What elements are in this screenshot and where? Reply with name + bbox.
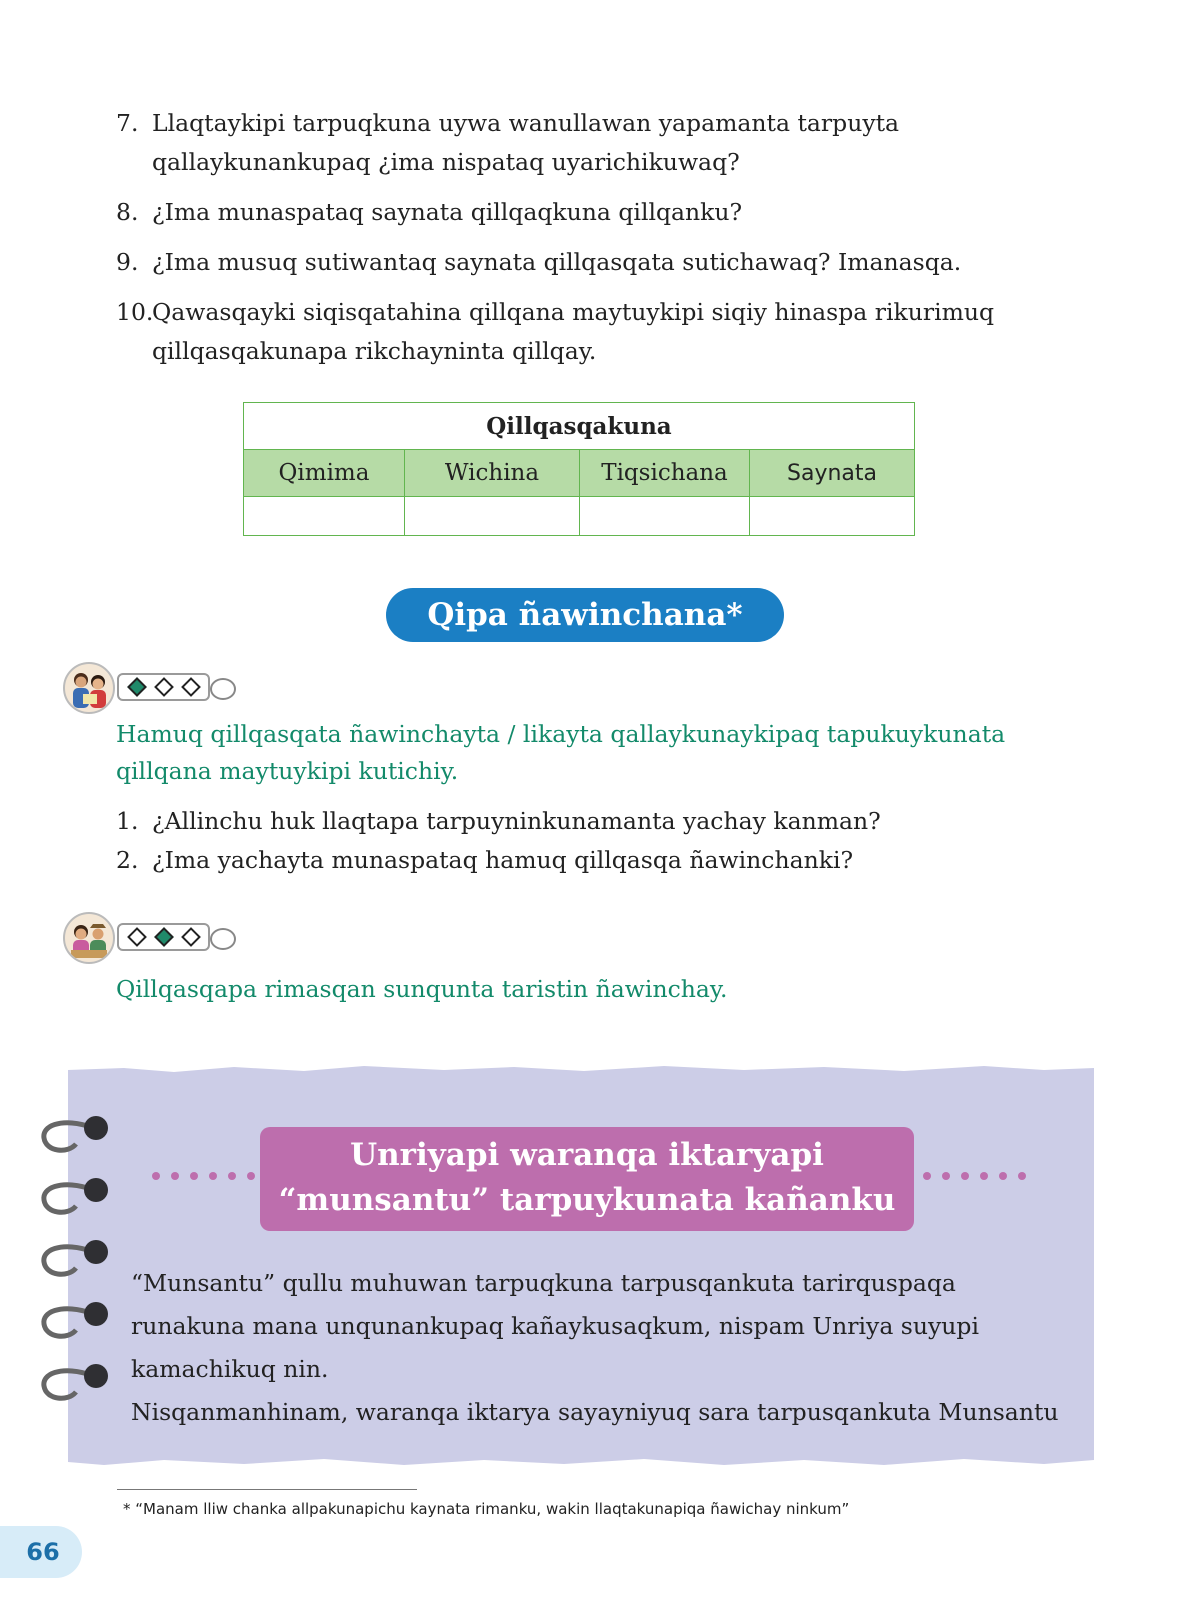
activity1-instruction: Hamuq qillqasqata ñawinchayta / likayta qallaykunaykipaq tapukuykunata qillqana maytuykipi kutichiy. bbox=[116, 720, 1006, 785]
table-header-cell: Tiqsichana bbox=[580, 450, 750, 497]
difficulty-level-indicator bbox=[117, 923, 210, 951]
table-header-cell: Saynata bbox=[750, 450, 915, 497]
page-number: 66 bbox=[0, 1526, 82, 1578]
level-diamond-icon bbox=[181, 927, 201, 947]
question-item bbox=[116, 841, 1036, 880]
footnote: * “Manam lliw chanka allpakunapichu kaynata rimanku, wakin llaqtakunapiqa ñawichay ninkum” bbox=[123, 1500, 850, 1518]
question-text: ¿Ima musuq sutiwantaq saynata qillqasqata sutichawaq? Imanasqa. bbox=[152, 248, 962, 276]
question-text: Llaqtaykipi tarpuqkuna uywa wanullawan yapamanta tarpuyta qallaykunankupaq ¿ima nispataq uyarichikuwaq? bbox=[152, 109, 900, 176]
question-item bbox=[116, 193, 1036, 232]
question-item bbox=[116, 293, 1036, 371]
tag-ring-icon bbox=[210, 678, 236, 700]
question-item bbox=[116, 243, 1036, 282]
children-writing-avatar bbox=[63, 912, 115, 964]
table-header-cell: Qimima bbox=[244, 450, 405, 497]
spiral-binding-icon bbox=[40, 1114, 110, 1156]
question-text: ¿Ima munaspataq saynata qillqaqkuna qillqanku? bbox=[152, 198, 743, 226]
question-text: Qawasqayki siqisqatahina qillqana maytuykipi siqiy hinaspa rikurimuq qillqasqakunapa rikchayninta qillqay. bbox=[152, 298, 995, 365]
table-title: Qillqasqakuna bbox=[244, 403, 915, 450]
question-number: 7. bbox=[116, 109, 139, 137]
spiral-binding-icon bbox=[40, 1238, 110, 1280]
banner-dots-left bbox=[152, 1172, 255, 1180]
question-item bbox=[116, 802, 1036, 841]
question-number: 2. bbox=[116, 846, 139, 874]
level-diamond-icon bbox=[154, 927, 174, 947]
activity2-instruction: Qillqasqapa rimasqan sunqunta taristin ñawinchay. bbox=[116, 975, 728, 1003]
level-diamond-icon bbox=[154, 677, 174, 697]
section-title: Qipa ñawinchana* bbox=[386, 588, 784, 642]
difficulty-level-indicator bbox=[117, 673, 210, 701]
reading-title-line2: “munsantu” tarpuykunata kañanku bbox=[278, 1182, 896, 1218]
question-number: 8. bbox=[116, 198, 139, 226]
question-number: 9. bbox=[116, 248, 139, 276]
reading-paragraph: “Munsantu” qullu muhuwan tarpuqkuna tarpusqankuta tarirquspaqa runakuna mana unqunankupaq kañaykusaqkum, nispam Unriya suyupi kamachikuq nin. bbox=[131, 1269, 979, 1383]
banner-dots-right bbox=[923, 1172, 1026, 1180]
spiral-binding-icon bbox=[40, 1176, 110, 1218]
spiral-binding-icon bbox=[40, 1300, 110, 1342]
question-text: ¿Ima yachayta munaspataq hamuq qillqasqa ñawinchanki? bbox=[152, 846, 854, 874]
table-empty-cell[interactable] bbox=[405, 497, 580, 536]
reading-title-banner bbox=[260, 1127, 914, 1231]
question-list-top bbox=[116, 104, 1036, 382]
children-reading-avatar bbox=[63, 662, 115, 714]
level-diamond-icon bbox=[181, 677, 201, 697]
table-header-cell: Wichina bbox=[405, 450, 580, 497]
level-diamond-icon bbox=[127, 677, 147, 697]
tag-ring-icon bbox=[210, 928, 236, 950]
question-number: 10. bbox=[116, 298, 154, 326]
table-empty-cell[interactable] bbox=[244, 497, 405, 536]
question-item bbox=[116, 104, 1036, 182]
reading-title-line1: Unriyapi waranqa iktaryapi bbox=[350, 1137, 824, 1173]
table-empty-cell[interactable] bbox=[580, 497, 750, 536]
question-text: ¿Allinchu huk llaqtapa tarpuyninkunamanta yachay kanman? bbox=[152, 807, 881, 835]
spiral-binding-icon bbox=[40, 1362, 110, 1404]
footnote-divider bbox=[117, 1489, 417, 1490]
reading-paragraph: Nisqanmanhinam, waranqa iktarya sayayniyuq sara tarpusqankuta Munsantu bbox=[131, 1398, 1059, 1426]
question-number: 1. bbox=[116, 807, 139, 835]
question-list-bottom bbox=[116, 802, 1036, 880]
level-diamond-icon bbox=[127, 927, 147, 947]
reading-body bbox=[131, 1262, 1071, 1434]
table-empty-cell[interactable] bbox=[750, 497, 915, 536]
text-types-table bbox=[243, 402, 915, 536]
